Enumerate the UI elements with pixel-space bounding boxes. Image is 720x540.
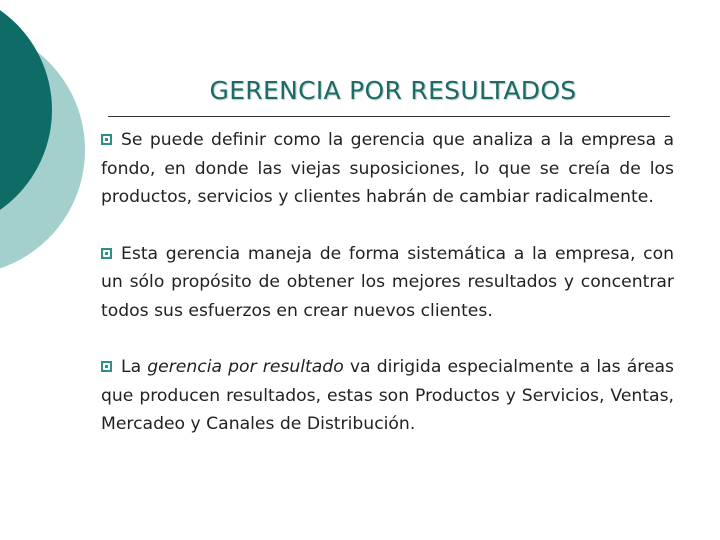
- bullet-list: [101, 126, 674, 439]
- hollow-square-bullet-icon: [101, 248, 112, 259]
- teal-circles-decoration-icon: [0, 0, 90, 300]
- title-underline: [108, 116, 670, 117]
- bullet-item-1: [101, 126, 674, 212]
- hollow-square-bullet-icon: [101, 134, 112, 145]
- slide-title: GERENCIA POR RESULTADOS: [209, 76, 577, 105]
- bullet-item-3: [101, 353, 674, 439]
- bullet-text-3-before: La: [121, 357, 142, 377]
- bullet-text-3-after: va dirigida especialmente a las áreas que producen resultados, estas son Productos y Servicios, Ventas, Mercadeo y Canales de Distribución.: [101, 357, 675, 434]
- hollow-square-bullet-icon: [101, 361, 112, 372]
- bullet-item-2: [101, 240, 674, 326]
- bullet-text-1: Se puede definir como la gerencia que analiza a la empresa a fondo, en donde las viejas suposiciones, lo que se creía de los productos, servicios y clientes habrán de cambiar radicalmente.: [101, 130, 674, 207]
- bullet-text-3-italic: gerencia por resultado: [147, 357, 344, 377]
- bullet-text-2: Esta gerencia maneja de forma sistemática a la empresa, con un sólo propósito de obtener los mejores resultados y concentrar todos sus esfuerzos en crear nuevos clientes.: [101, 243, 674, 321]
